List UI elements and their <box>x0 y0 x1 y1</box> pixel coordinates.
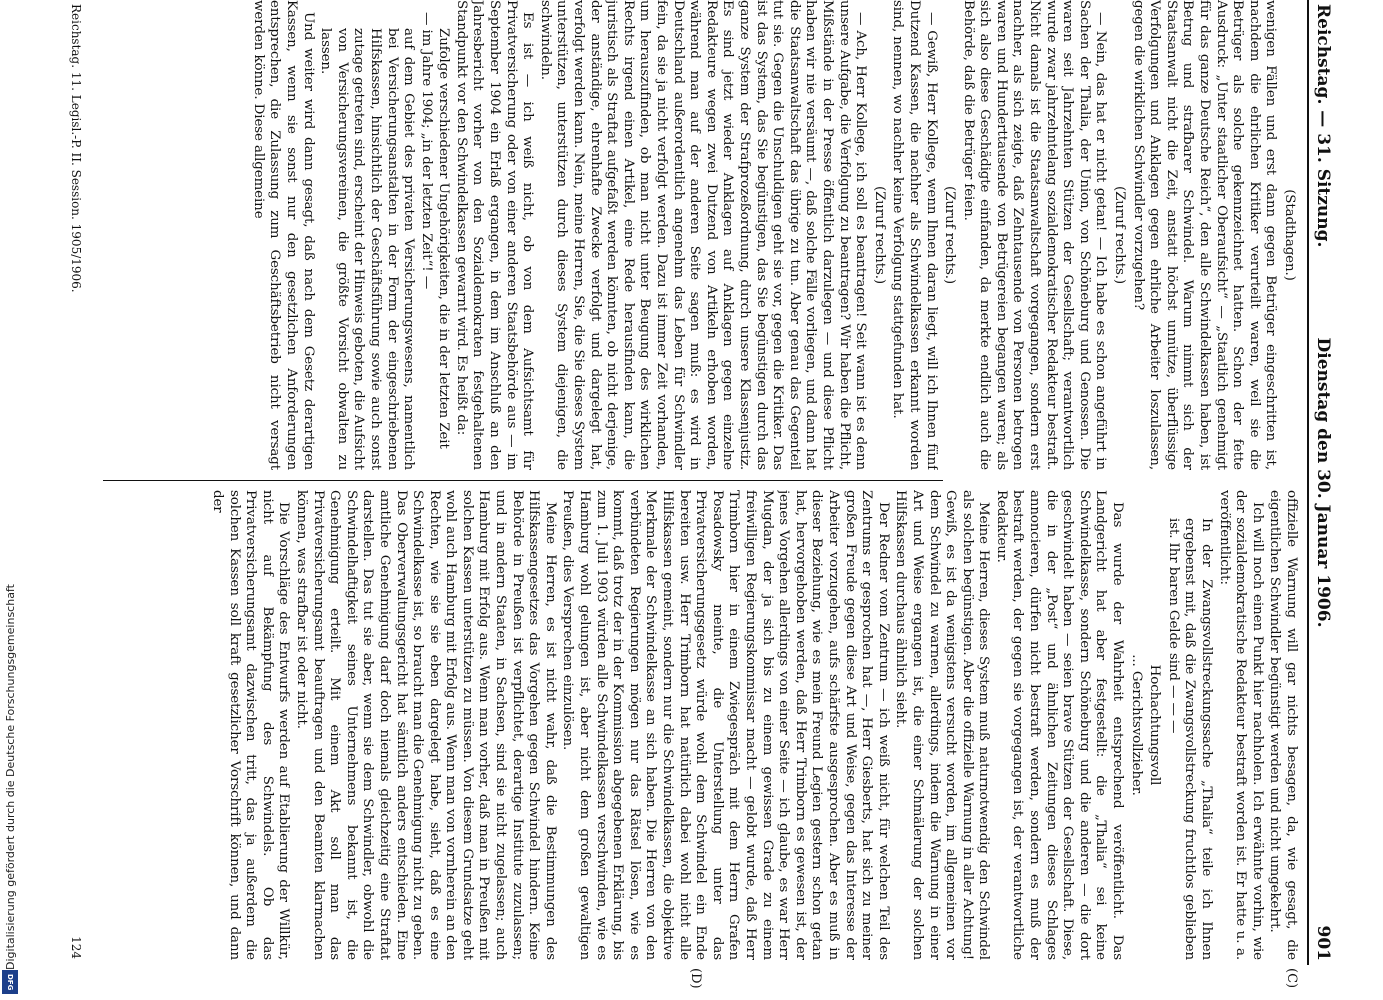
digitization-credit <box>2 200 20 990</box>
paragraph: Der Redner vom Zentrum — ich weiß nicht, für welchen Teil des Zentrums er gesprochen hat —, Herr Giesberts, hat sich zu meiner großen Freude gegen diese Art und Weise, gegen das Interesse der Arbeiter vorzugehen, aufs schärfste ausgesprochen. Aber es muß in dieser Beziehung, wie es mein Freund Legien gestern schon getan hat, hervorgehoben werden, daß Herr Trimborn es gewesen ist, der jenes Vorgehen allerdings von einer Seite — ich glaube, es war Herr Mugdan, der ja sich bis zu einem gewissen Grade zu einem freiwilligen Regierungskommissar macht — gelobt wurde, daß Herr Trimborn hier in einem Zwiegespräch mit dem Herrn Grafen Posadowsky meinte, die Unterstellung unter das Privatversicherungsgesetz würde wohl dem Schwindel ein Ende bereiten usw. Herr Trimborn hat natürlich dabei wohl nicht alle Hilfskassen gemeint, sondern nur die Schwindelkassen, die objektive Merkmale der Schwindelkasse an sich haben. Die Herren von den verbündeten Regierungen mögen nur das Rätsel lösen, wie es kommt, daß trotz der in der Kommission abgegebenen Erklärung, bis zum 1. Juli 1903 würden alle Schwindelkassen verschwinden, wie es Hamburg wohl gelungen ist, aber nicht dem großen gewaltigen Preußen, dies Versprechen einzulösen. <box>560 490 891 960</box>
paragraph: — Ach, Herr Kollege, ich soll es beantragen! Seit wann ist es denn unsere Aufgabe, die Verfolgung zu beantragen? Wir haben die Pflicht, Mißstände in der Presse öffentlich darzulegen — und diese Pflicht haben wir nie versäumt —, daß solche Fälle vorliegen, und dann hat die Staatsanwaltschaft das übrige zu tun. Aber genau das Gegenteil tut sie. Gegen die Unschuldigen geht sie vor, gegen die Kritiker. Das ist das System, das Sie begünstigen, das Sie begünstigen durch das ganze System der Strafprozeßordnung, durch unsere Klassenjustiz. Es sind jetzt wieder Anklagen auf Anklagen gegen einzelne Redakteure wegen zwei Dutzend von Artikeln erhoben worden, während man auf der anderen Seite sagen muß: es wird in Deutschland außerordentlich angenehm das Leben für Schwindler fein, da sie ja nicht verfolgt werden. Dazu ist immer Zeit vorhanden, um herauszufinden, ob man nicht unter Beugung des wirklichen Rechts irgend einen Artikel, eine Rede herausfinden kann, die juristisch als Straftat aufgefaßt werden könnten, ob nicht derjenige, der anständige, ehrenhafte Zwecke verfolgt und dargelegt hat, verfolgt werden kann. Nein, meine Herren, Sie, die Sie dieses System unterstützen, unterstützen durch dieses System diejenigen, die schwindeln. <box>537 0 869 470</box>
interjection-line: (Zuruf rechts.) <box>1112 185 1128 285</box>
paragraph: offizielle Warnung will gar nichts besagen, da, wie gesagt, die eigentlichen Schwindler begünstigt werden und nicht umgekehrt. <box>1267 490 1299 960</box>
margin-mark-c: (C) <box>1284 968 1299 989</box>
paragraph: Die Vorschläge des Entwurfs werden auf Etablierung der Willkür, nicht auf Bekämpfung des Schwindels. Ob das Privatversicherungsamt dazwischen tritt, das ja außerdem die solchen Kassen soll kraft gesetzlicher Vorschrift können, und dann der <box>210 490 292 960</box>
paragraph: Meine Herren, dieses System muß naturnotwendig den Schwindel als solchen begünstigen. Aber die offizielle Warnung in aller Achtung! Gewiß, es ist da wenigstens versucht worden, im allgemeinen vor dem Schwindel zu warnen, allerdings, indem die Warnung in einer Art und Weise ergangen ist, die einer Schmälerung der solchen Hilfskassen durchaus ähnlich sieht. <box>893 490 992 960</box>
paragraph: Ich will noch einen Punkt hier nachholen. Ich erwähnte vorhin, wie der sozialdemokratische Redakteur bestraft worden ist. Er hatte u. a. veröffentlicht: <box>1216 490 1265 960</box>
interjection-line: ... Gerichtsvollzieher. <box>1128 654 1144 796</box>
paragraph: — Gewiß, Herr Kollege, wenn Ihnen daran liegt, will ich Ihnen fünf Dutzend Kassen, die nachher als Schwindelkassen erkannt worden sind, nennen, wo nachher keine Verfolgung stattgefunden hat. <box>890 0 939 470</box>
running-header <box>1307 0 1335 965</box>
margin-mark-d: (D) <box>688 968 703 989</box>
interjection-line: Hochachtungsvoll <box>1147 664 1163 786</box>
paragraph: — Nein, das hat er nicht getan! — Ich habe es schon angeführt in Sachen der Thalia, der Union, von Schöneburg und Genossen. Die waren seit Jahrzehnten Stützen der Gesellschaft; verantwortlich wurde zwar jahrzehntelang sozialdemokratischer Redakteur bestraft. Nicht damals ist die Staatsanwaltschaft vorgegangen, sondern erst nachher, als sich zeigte, daß Zehntausende von Personen betrogen waren und Hunderttausende von Betrügereien begangen waren; als sich also diese Geschädigte einfanden, da merkte endlich auch die Behörde, daß die Betrüger feien. <box>960 0 1109 470</box>
footer-legislature: Reichstag. 11. Legisl.-P. II. Session. 1905/1906. <box>69 4 83 293</box>
paragraph: Meine Herren, es ist nicht wahr, daß die Bestimmungen des Hilfskassengesetzes das Vorgehen gegen Schwindel hindern. Keine Behörde in Preußen ist verpflichtet, derartige Institute zuzulassen; und in andern Staaten, in Sachsen, sind sie nicht zugelassen; auch Hamburg mit Erfolg aus. Wenn man vorher, daß man in Preußen mit solchen Kassen unterstützen zu müssen. Von diesem Grundsatze geht wohl auch Hamburg mit Erfolg aus. Wenn man von vornherein an den Rechten, wie sie sie eben dargelegt habe, sieht, daß es eine Schwindelkasse ist, so braucht man die Genehmigung nicht zu geben. Das Oberverwaltungsgericht hat sämtlich anders entschieden. Eine amtliche Genehmigung darf doch niemals gleichzeitig eine Straftat darstellen. Das tut sie aber, wenn sie dem Schwindler, obwohl die Schwindelhaftigkeit seines Unternehmens bekannt ist, die Genehmigung erteilt. Mit einem Akt soll man das Privatversicherungsamt beauftragen und den Beamten klarmachen können, was strafbar ist oder nicht. <box>293 490 558 960</box>
dfg-logo: DFG <box>2 970 18 994</box>
paragraph: Es ist — ich weiß nicht, ob von dem Aufsichtsamt für Privatversicherung oder von einer anderen Staatsbehörde aus — im September 1904 ein Erlaß ergangen, in dem im Anschluß an den Jahresbericht vorher von den Sozialdemokraten festgehaltenen Standpunkt vor den Schwindelkassen gewarnt wird. Es heißt da: <box>453 0 536 470</box>
interjection-line: (Zuruf rechts.) <box>871 185 887 285</box>
paragraph: Zufolge verschiedener Ungehörigkeiten, die in der letzten Zeit <box>436 28 452 449</box>
digitization-credit-text: Digitalisierung gefördert durch die Deutsche Forschungsgemeinschaft <box>4 584 17 970</box>
paragraph: auf dem Gebiet des privaten Versicherungswesens, namentlich bei Versicherungsanstalten in der Form der eingeschriebenen Hilfskassen, hinsichtlich der Geschäftsführung sowie auch sonst zutage getreten sind, erscheint der Hinweis geboten, die Aufsicht von Versicherungsvereinen, die größte Vorsicht obwalten zu lassen. <box>318 28 417 470</box>
paragraph: In der Zwangsvollstreckungssache „Thalia“ teile ich Ihnen ergebenst mit, daß die Zwangsvollstreckung fruchtlos geblieben ist. Ihr baren Gelde sind — — — <box>1165 518 1215 960</box>
interjection-line: (Stadthagen.) <box>1282 189 1297 281</box>
paragraph: wenigen Fällen und erst dann gegen Betrüger eingeschritten ist, nachdem die ehrlichen Kritiker verurteilt waren, weil sie die Betrüger als solche gekennzeichnet hatten. Schon der fette Ausdruck: „Unter staatlicher Oberaufsicht“ — „Staatlich genehmigt für das ganze Deutsche Reich“, den alle Schwindelkassen haben, ist Betrug und strafbarer Schwindel. Warum nimmt sich der Staatsanwalt nicht die Zeit, anstatt höchst unnütze, überflüssige Verfolgungen und Anklagen gegen ehrliche Arbeiter loszulassen, gegen die wirklichen Schwindler vorzugehen? <box>1130 0 1279 470</box>
header-date: Dienstag den 30. Januar 1906. <box>1313 337 1333 628</box>
header-session: Reichstag. — 31. Sitzung. <box>1313 4 1333 248</box>
footer-sheet-number: 124 <box>69 936 83 959</box>
paragraph: — im Jahre 1904; „in der letzten Zeit“! — <box>418 12 434 290</box>
interjection-line: (Zuruf rechts.) <box>942 185 958 285</box>
column-divider <box>103 480 943 481</box>
paragraph: Das wurde der Wahrheit entsprechend veröffentlicht. Das Landgericht hat aber festgestellt: die „Thalia“ sei keine Schwindelkasse, sondern Schöneburg und die anderen — die dort geschwindelt haben — seien brave Stützen der Gesellschaft. Diese, die in der „Post“ und ähnlichen Zeitungen dieses Schlages annoncieren, dürfen nicht bestraft werden, sondern es muß der bestraft werden, der gegen sie vorgegangen ist, der verantwortliche Redakteur. <box>993 490 1126 960</box>
rotated-document-page <box>45 0 1343 989</box>
left-text-column <box>119 0 1299 470</box>
right-text-column <box>119 490 1299 960</box>
page-number: 901 <box>1313 925 1333 961</box>
paragraph: Und weiter wird dann gesagt, daß nach dem Gesetz derartigen Kassen, wenn sie sonst nur den gesetzlichen Anforderungen entsprechen, die Zulassung zum Geschäftsbetrieb nicht versagt werden könne. Diese allgemeine <box>250 0 316 470</box>
page-footer <box>63 0 83 965</box>
